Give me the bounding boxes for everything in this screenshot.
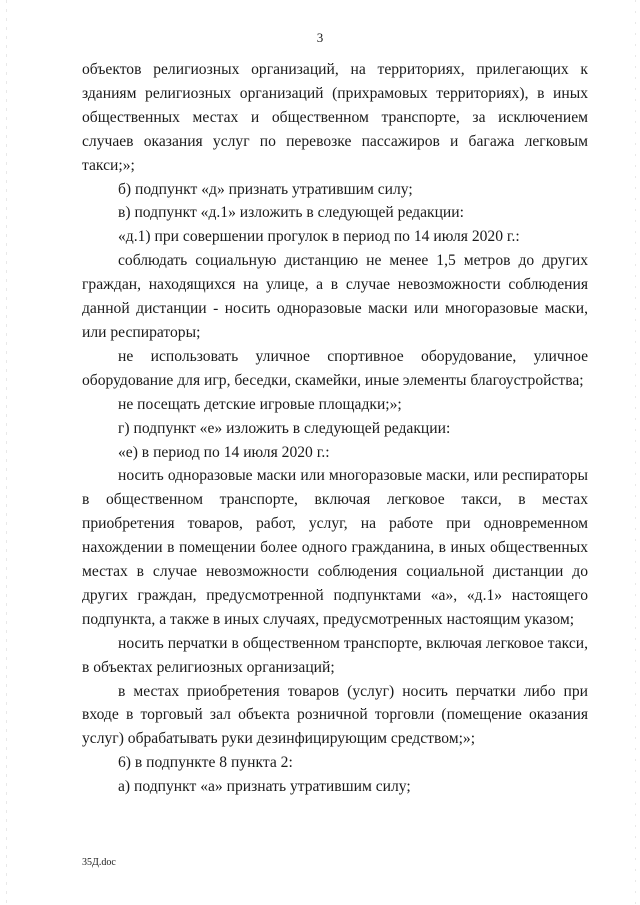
paragraph: «е) в период по 14 июля 2020 г.: — [118, 443, 330, 461]
document-body — [82, 58, 588, 799]
page-number: 3 — [316, 30, 324, 45]
paragraph: носить одноразовые маски или многоразовые маски, или респираторы в общественном транспорте, включая легковое такси, в местах приобретения товаров, работ, услуг, на работе при одновременном нахождении в помещении более одного гражданина, в иных общественных местах в случае невозможности соблюдения социальной дистанции до других граждан, предусмотренной подпунктами «а», «д.1» настоящего подпункта, а также в иных случаях, предусмотренных настоящим указом; — [82, 467, 588, 628]
paragraph: не использовать уличное спортивное оборудование, уличное оборудование для игр, беседки, скамейки, иные элементы благоустройства; — [82, 347, 588, 389]
paragraph: б) подпункт «д» признать утратившим силу; — [118, 180, 413, 198]
paragraph: 6) в подпункте 8 пункта 2: — [118, 754, 293, 772]
paragraph: в местах приобретения товаров (услуг) носить перчатки либо при входе в торговый зал объекта розничной торговли (помещение оказания услуг) обрабатывать руки дезинфицирующим средством;»; — [82, 682, 588, 748]
paragraph: в) подпункт «д.1» изложить в следующей редакции: — [118, 204, 464, 222]
paragraph: а) подпункт «а» признать утратившим силу; — [118, 778, 411, 796]
paragraph: объектов религиозных организаций, на территориях, прилегающих к зданиям религиозных организаций (прихрамовых территориях), в иных общественных местах и общественном транспорте, за исключением случаев оказания услуг по перевозке пассажиров и багажа легковым такси;»; — [82, 61, 588, 174]
paragraph: не посещать детские игровые площадки;»; — [118, 395, 402, 413]
paragraph: г) подпункт «е» изложить в следующей редакции: — [118, 419, 451, 437]
footer-filename: 35Д.doc — [82, 857, 116, 868]
paragraph: соблюдать социальную дистанцию не менее 1,5 метров до других граждан, находящихся на улице, а в случае невозможности соблюдения данной дистанции - носить одноразовые маски или многоразовые маски, или респираторы; — [82, 252, 588, 341]
paragraph: носить перчатки в общественном транспорте, включая легковое такси, в объектах религиозных организаций; — [82, 634, 588, 676]
scan-edge-left — [6, 0, 7, 905]
scan-edge-right — [635, 0, 636, 905]
paragraph: «д.1) при совершении прогулок в период по 14 июля 2020 г.: — [118, 228, 520, 246]
